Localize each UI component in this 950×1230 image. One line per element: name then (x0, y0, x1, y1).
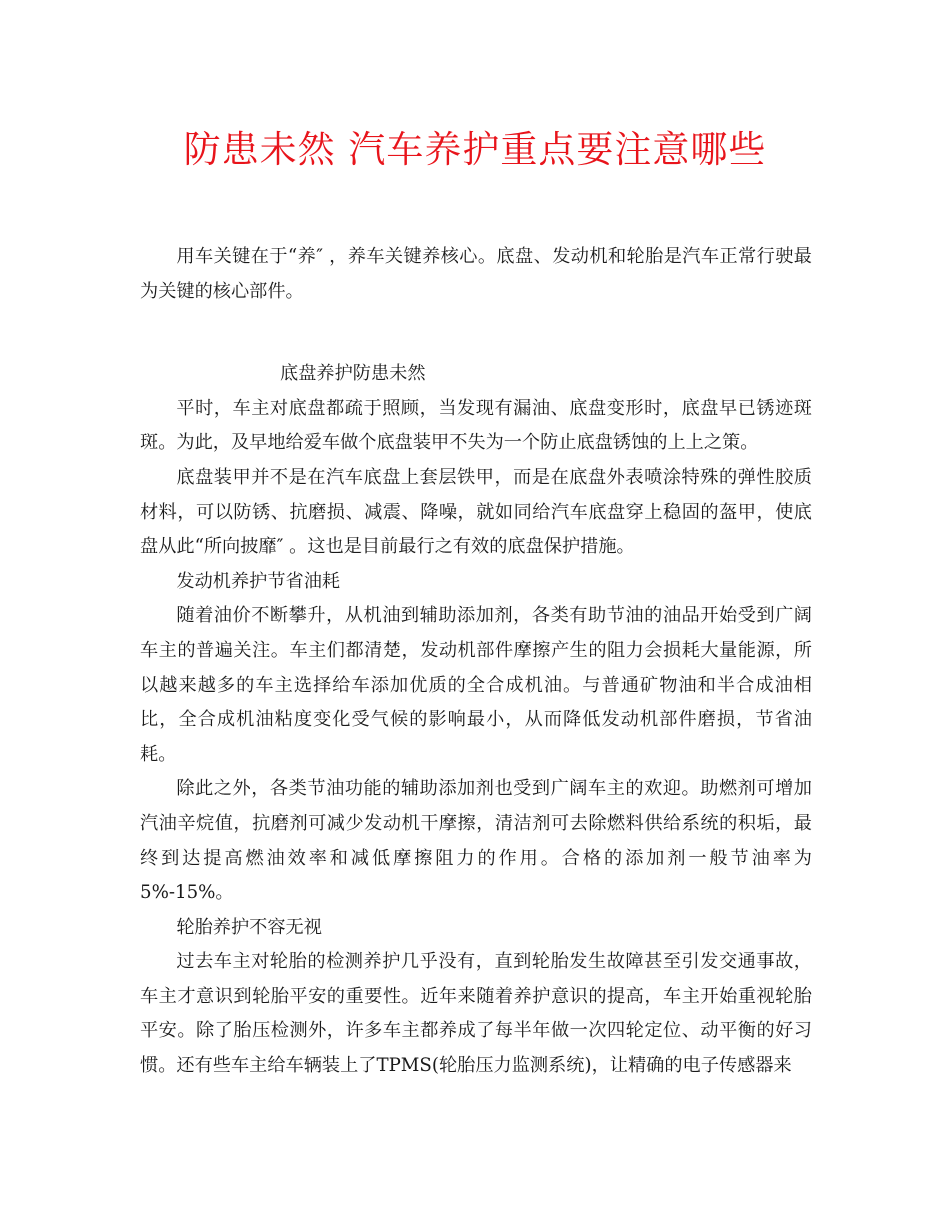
chassis-paragraph-1: 平时，车主对底盘都疏于照顾，当发现有漏油、底盘变形时，底盘早已锈迹斑斑。为此，及早地给爱车做个底盘装甲不失为一个防止底盘锈蚀的上上之策。 (140, 397, 812, 454)
engine-paragraph-1: 随着油价不断攀升，从机油到辅助添加剂，各类有助节油的油品开始受到广阔车主的普遍关注。车主们都清楚，发动机部件摩擦产生的阻力会损耗大量能源，所以越来越多的车主选择给车添加优质的全合成机油。与普通矿物油和半合成油相比，全合成机油粘度变化受气候的影响最小，从而降低发动机部件磨损，节省油耗。 (140, 605, 812, 765)
document-title: 防患未然 汽车养护重点要注意哪些 (183, 128, 767, 171)
tire-paragraph-1: 过去车主对轮胎的检测养护几乎没有，直到轮胎发生故障甚至引发交通事故，车主才意识到轮胎平安的重要性。近年来随着养护意识的提高，车主开始重视轮胎平安。除了胎压检测外，许多车主都养成了每半年做一次四轮定位、动平衡的好习惯。还有些车主给车辆装上了TPMS(轮胎压力监测系统)，让精确的电子传感器来 (140, 951, 812, 1077)
engine-section-heading: 发动机养护节省油耗 (176, 570, 341, 592)
paragraph-spacer (140, 309, 812, 357)
document-body (140, 240, 812, 1084)
intro-paragraph: 用车关键在于“养″ ，养车关键养核心。底盘、发动机和轮胎是汽车正常行驶最为关键的核心部件。 (140, 246, 812, 302)
tire-section-heading: 轮胎养护不容无视 (176, 916, 322, 938)
engine-paragraph-2: 除此之外，各类节油功能的辅助添加剂也受到广阔车主的欢迎。助燃剂可增加汽油辛烷值，抗磨剂可减少发动机干摩擦，清洁剂可去除燃料供给系统的积垢，最终到达提高燃油效率和减低摩擦阻力的作用。合格的添加剂一般节油率为5%-15%。 (140, 778, 812, 904)
chassis-paragraph-2: 底盘装甲并不是在汽车底盘上套层铁甲，而是在底盘外表喷涂特殊的弹性胶质材料，可以防锈、抗磨损、减震、降噪，就如同给汽车底盘穿上稳固的盔甲，使底盘从此“所向披靡″ 。这也是目前最行之有效的底盘保护措施。 (140, 466, 812, 558)
chassis-section-heading: 底盘养护防患未然 (280, 363, 426, 385)
